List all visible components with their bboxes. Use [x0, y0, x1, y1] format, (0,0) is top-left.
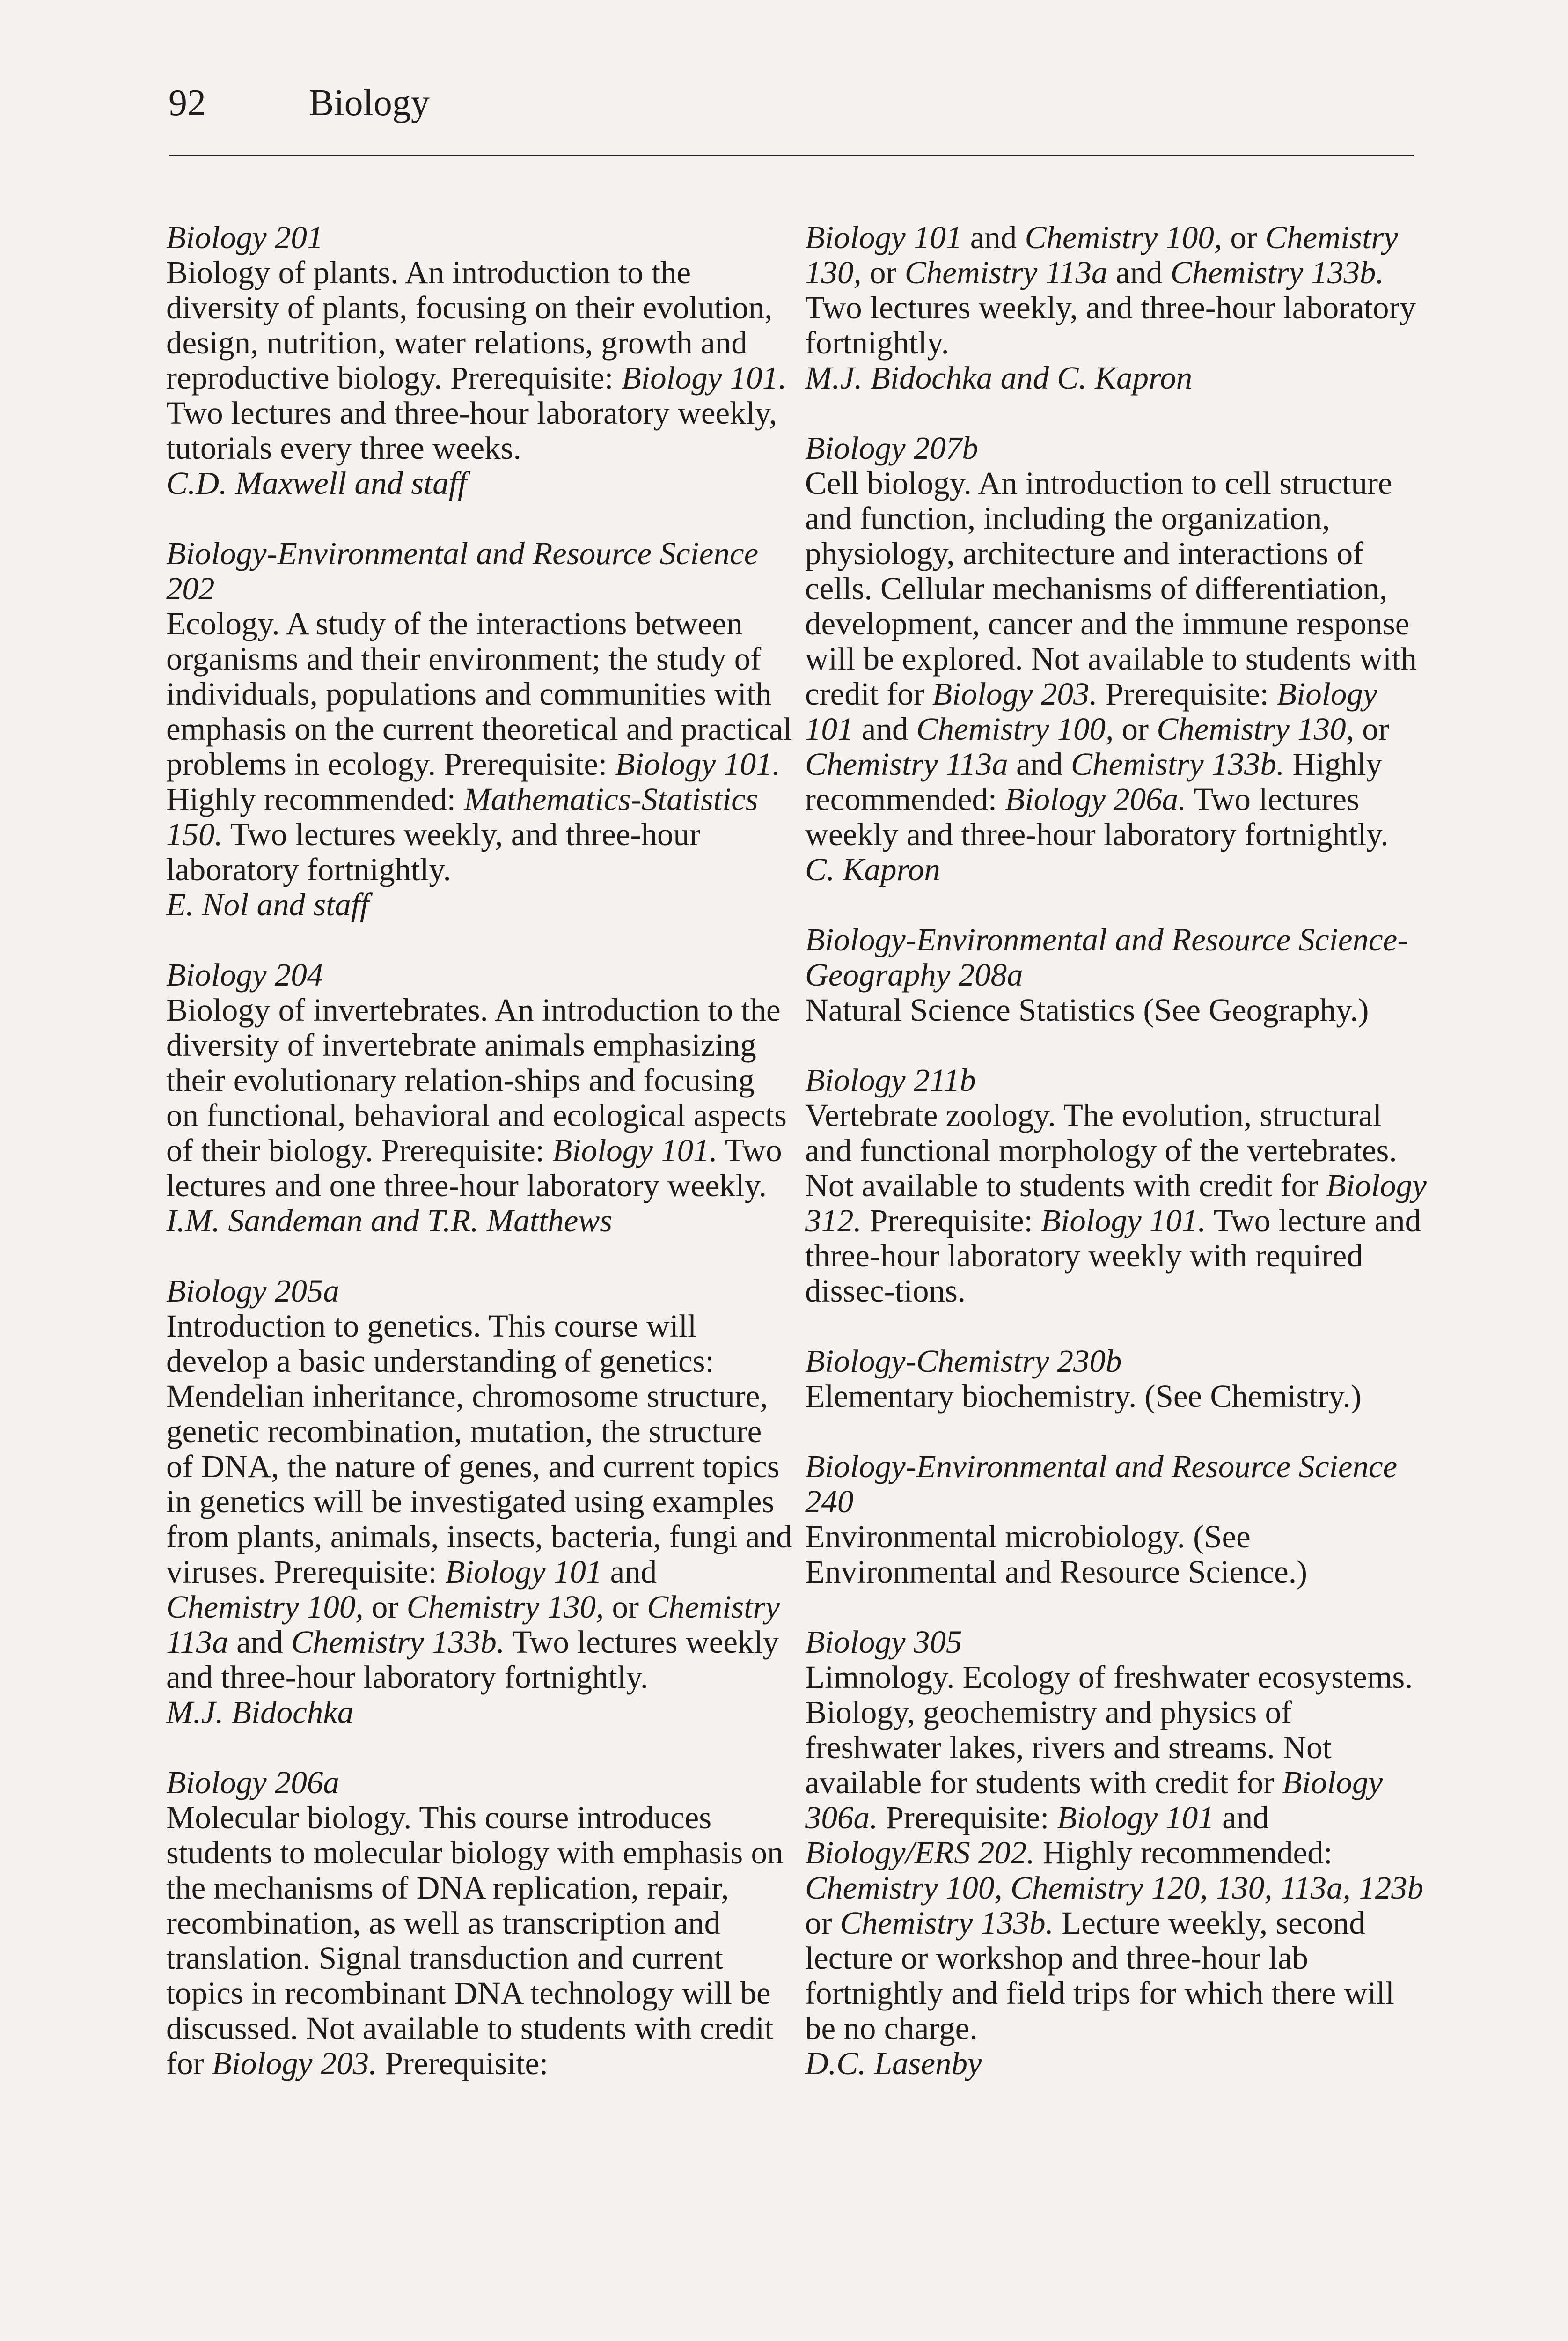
- course-description: [805, 993, 1432, 1028]
- course-reference: Biology 101.: [1041, 1203, 1206, 1238]
- course-instructor: M.J. Bidochka: [166, 1694, 354, 1730]
- course-description: [805, 1098, 1432, 1309]
- course-reference: Chemistry 133b.: [291, 1624, 505, 1660]
- course-entry: [166, 220, 793, 501]
- course-title: Biology 201: [166, 220, 323, 255]
- course-instructor: E. Nol and staff: [166, 887, 369, 922]
- course-title: Biology-Chemistry 230b: [805, 1343, 1122, 1379]
- description-text: Two lectures weekly and three-hour laboratory fortnightly.: [805, 781, 1389, 852]
- page-header: [169, 70, 1414, 156]
- description-text: or: [861, 255, 905, 290]
- description-text: or: [363, 1589, 407, 1625]
- course-entry: [166, 536, 793, 922]
- description-text: Highly recommended:: [1034, 1835, 1333, 1870]
- course-reference: Chemistry 113a: [166, 1589, 780, 1660]
- description-text: Prerequisite:: [377, 2046, 549, 2081]
- description-text: Natural Science Statistics (See Geography.): [805, 992, 1369, 1028]
- course-reference: Chemistry 130,: [805, 220, 1398, 290]
- course-entry: [166, 957, 793, 1238]
- description-text: or: [1354, 711, 1389, 747]
- description-text: Two lecture and three-hour laboratory weekly with required dissec-tions.: [805, 1203, 1421, 1309]
- course-reference: Biology 101.: [621, 360, 787, 396]
- description-text: Two lectures and three-hour laboratory weekly, tutorials every three weeks.: [166, 395, 777, 466]
- course-reference: Biology 203.: [212, 2046, 377, 2081]
- course-entry: [805, 922, 1432, 1028]
- description-text: and: [1107, 255, 1171, 290]
- description-text: or: [805, 1905, 840, 1941]
- course-description: [805, 466, 1432, 852]
- course-reference: Chemistry 100,: [166, 1589, 364, 1625]
- course-entry: [805, 1449, 1432, 1590]
- course-description: [166, 606, 793, 887]
- description-text: Ecology. A study of the interactions between organisms and their environment; the study of individuals, populations and communities with emphasis on the current theoretical and practical problems in ecology. Prerequisite:: [166, 606, 792, 782]
- course-instructor: M.J. Bidochka and C. Kapron: [805, 360, 1193, 396]
- description-text: and: [602, 1554, 657, 1590]
- right-column: [805, 220, 1432, 2116]
- description-text: Vertebrate zoology. The evolution, structural and functional morphology of the vertebrates. Not available to students with credit for: [805, 1097, 1397, 1203]
- course-reference: Chemistry 113a: [805, 746, 1008, 782]
- course-entry: [805, 1344, 1432, 1414]
- course-description: [166, 1309, 793, 1695]
- description-text: Highly recommended:: [166, 781, 464, 817]
- running-title: Biology: [309, 82, 430, 124]
- course-reference: Biology 101: [445, 1554, 602, 1590]
- description-text: Two lectures and one three-hour laboratory weekly.: [166, 1133, 782, 1203]
- course-title: Biology 206a: [166, 1765, 339, 1800]
- course-entry: [805, 1625, 1432, 2081]
- course-reference: Chemistry 133b.: [840, 1905, 1054, 1941]
- course-description: [166, 255, 793, 466]
- description-text: Biology of invertebrates. An introduction to the diversity of invertebrate animals emphasizing their evolutionary relation-ships and focusing on functional, behavioral and ecological aspects of their biology. Prerequisite:: [166, 992, 787, 1168]
- description-text: and: [228, 1624, 292, 1660]
- description-text: Two lectures weekly, and three-hour laboratory fortnightly.: [805, 290, 1416, 361]
- course-title: Biology-Environmental and Resource Science-Geography 208a: [805, 922, 1408, 993]
- description-text: Prerequisite:: [1097, 676, 1277, 712]
- course-reference: Chemistry 113a: [904, 255, 1108, 290]
- description-text: Two lectures weekly and three-hour laboratory fortnightly.: [166, 1624, 779, 1695]
- description-text: Two lectures weekly, and three-hour laboratory fortnightly.: [166, 817, 700, 887]
- course-description: [166, 1800, 793, 2081]
- course-entry: [166, 1765, 793, 2081]
- course-instructor: C. Kapron: [805, 852, 940, 887]
- course-reference: Biology/ERS 202.: [805, 1835, 1035, 1870]
- description-text: Lecture weekly, second lecture or workshop and three-hour lab fortnightly and field trips for which there will be no charge.: [805, 1905, 1394, 2046]
- course-description: [805, 1519, 1432, 1590]
- course-instructor: I.M. Sandeman and T.R. Matthews: [166, 1203, 613, 1238]
- course-reference: Chemistry 130,: [1157, 711, 1354, 747]
- course-reference: Chemistry 133b.: [1070, 746, 1285, 782]
- course-description: [166, 993, 793, 1203]
- course-reference: Chemistry 100,: [916, 711, 1114, 747]
- course-reference: Biology 101: [805, 220, 962, 255]
- description-text: Highly recommended:: [805, 746, 1382, 817]
- course-reference: Biology 101.: [615, 746, 781, 782]
- course-reference: Biology 101: [805, 676, 1377, 747]
- left-column: [166, 220, 793, 2116]
- description-text: Cell biology. An introduction to cell structure and function, including the organization, physiology, architecture and interactions of cells. Cellular mechanisms of differentiation, development, cancer and the immune response will be explored. Not available to students with credit for: [805, 465, 1417, 712]
- course-title: Biology 204: [166, 957, 323, 993]
- course-reference: Biology 203.: [932, 676, 1098, 712]
- course-title: Biology 305: [805, 1624, 962, 1660]
- course-reference: Chemistry 133b.: [1170, 255, 1384, 290]
- course-reference: Chemistry 100,: [1025, 220, 1223, 255]
- course-reference: Biology 101: [1057, 1800, 1214, 1835]
- description-text: Prerequisite:: [861, 1203, 1041, 1238]
- course-reference: Mathematics-Statistics 150.: [166, 781, 758, 852]
- description-text: Introduction to genetics. This course will develop a basic understanding of genetics: Mendelian inheritance, chromosome structure, genetic recombination, mutation, the structure of DNA, the nature of genes, and current topics in genetics will be investigated using examples from plants, animals, insects, bacteria, fungi and viruses. Prerequisite:: [166, 1308, 792, 1590]
- course-title: Biology-Environmental and Resource Science 202: [166, 536, 759, 606]
- course-title: Biology-Environmental and Resource Science 240: [805, 1449, 1398, 1519]
- description-text: and: [962, 220, 1025, 255]
- course-entry: [805, 431, 1432, 887]
- course-instructor: D.C. Lasenby: [805, 2046, 982, 2081]
- course-entry: [805, 1063, 1432, 1309]
- page-number: 92: [169, 82, 206, 124]
- course-instructor: C.D. Maxwell and staff: [166, 465, 467, 501]
- course-description: [805, 220, 1432, 361]
- course-description: [805, 1660, 1432, 2046]
- description-text: and: [1008, 746, 1071, 782]
- course-reference: Biology 206a.: [1005, 781, 1187, 817]
- description-text: Biology of plants. An introduction to the diversity of plants, focusing on their evolution, design, nutrition, water relations, growth and reproductive biology. Prerequisite:: [166, 255, 773, 396]
- course-reference: Biology 312.: [805, 1168, 1427, 1238]
- description-text: Elementary biochemistry. (See Chemistry.): [805, 1378, 1362, 1414]
- description-text: and: [853, 711, 916, 747]
- course-entry: [166, 1274, 793, 1730]
- description-text: and: [1214, 1800, 1269, 1835]
- description-text: or: [1222, 220, 1266, 255]
- description-text: Molecular biology. This course introduces students to molecular biology with emphasis on the mechanisms of DNA replication, repair, recombination, as well as transcription and translation. Signal transduction and current topics in recombinant DNA technology will be discussed. Not available to students with credit for: [166, 1800, 784, 2081]
- description-text: Prerequisite:: [878, 1800, 1057, 1835]
- course-title: Biology 211b: [805, 1062, 976, 1098]
- course-title: Biology 205a: [166, 1273, 339, 1309]
- course-reference: Biology 306a.: [805, 1765, 1383, 1835]
- course-reference: Biology 101.: [552, 1133, 718, 1168]
- course-reference: Chemistry 100, Chemistry 120, 130, 113a, 123b: [805, 1870, 1424, 1906]
- course-title: Biology 207b: [805, 430, 978, 466]
- course-description: [805, 1379, 1432, 1414]
- description-text: or: [1114, 711, 1157, 747]
- description-text: Environmental microbiology. (See Environmental and Resource Science.): [805, 1519, 1307, 1590]
- description-text: Limnology. Ecology of freshwater ecosystems. Biology, geochemistry and physics of freshwater lakes, rivers and streams. Not available for students with credit for: [805, 1659, 1413, 1800]
- description-text: or: [604, 1589, 647, 1625]
- course-reference: Chemistry 130,: [406, 1589, 604, 1625]
- course-entry: [805, 220, 1432, 396]
